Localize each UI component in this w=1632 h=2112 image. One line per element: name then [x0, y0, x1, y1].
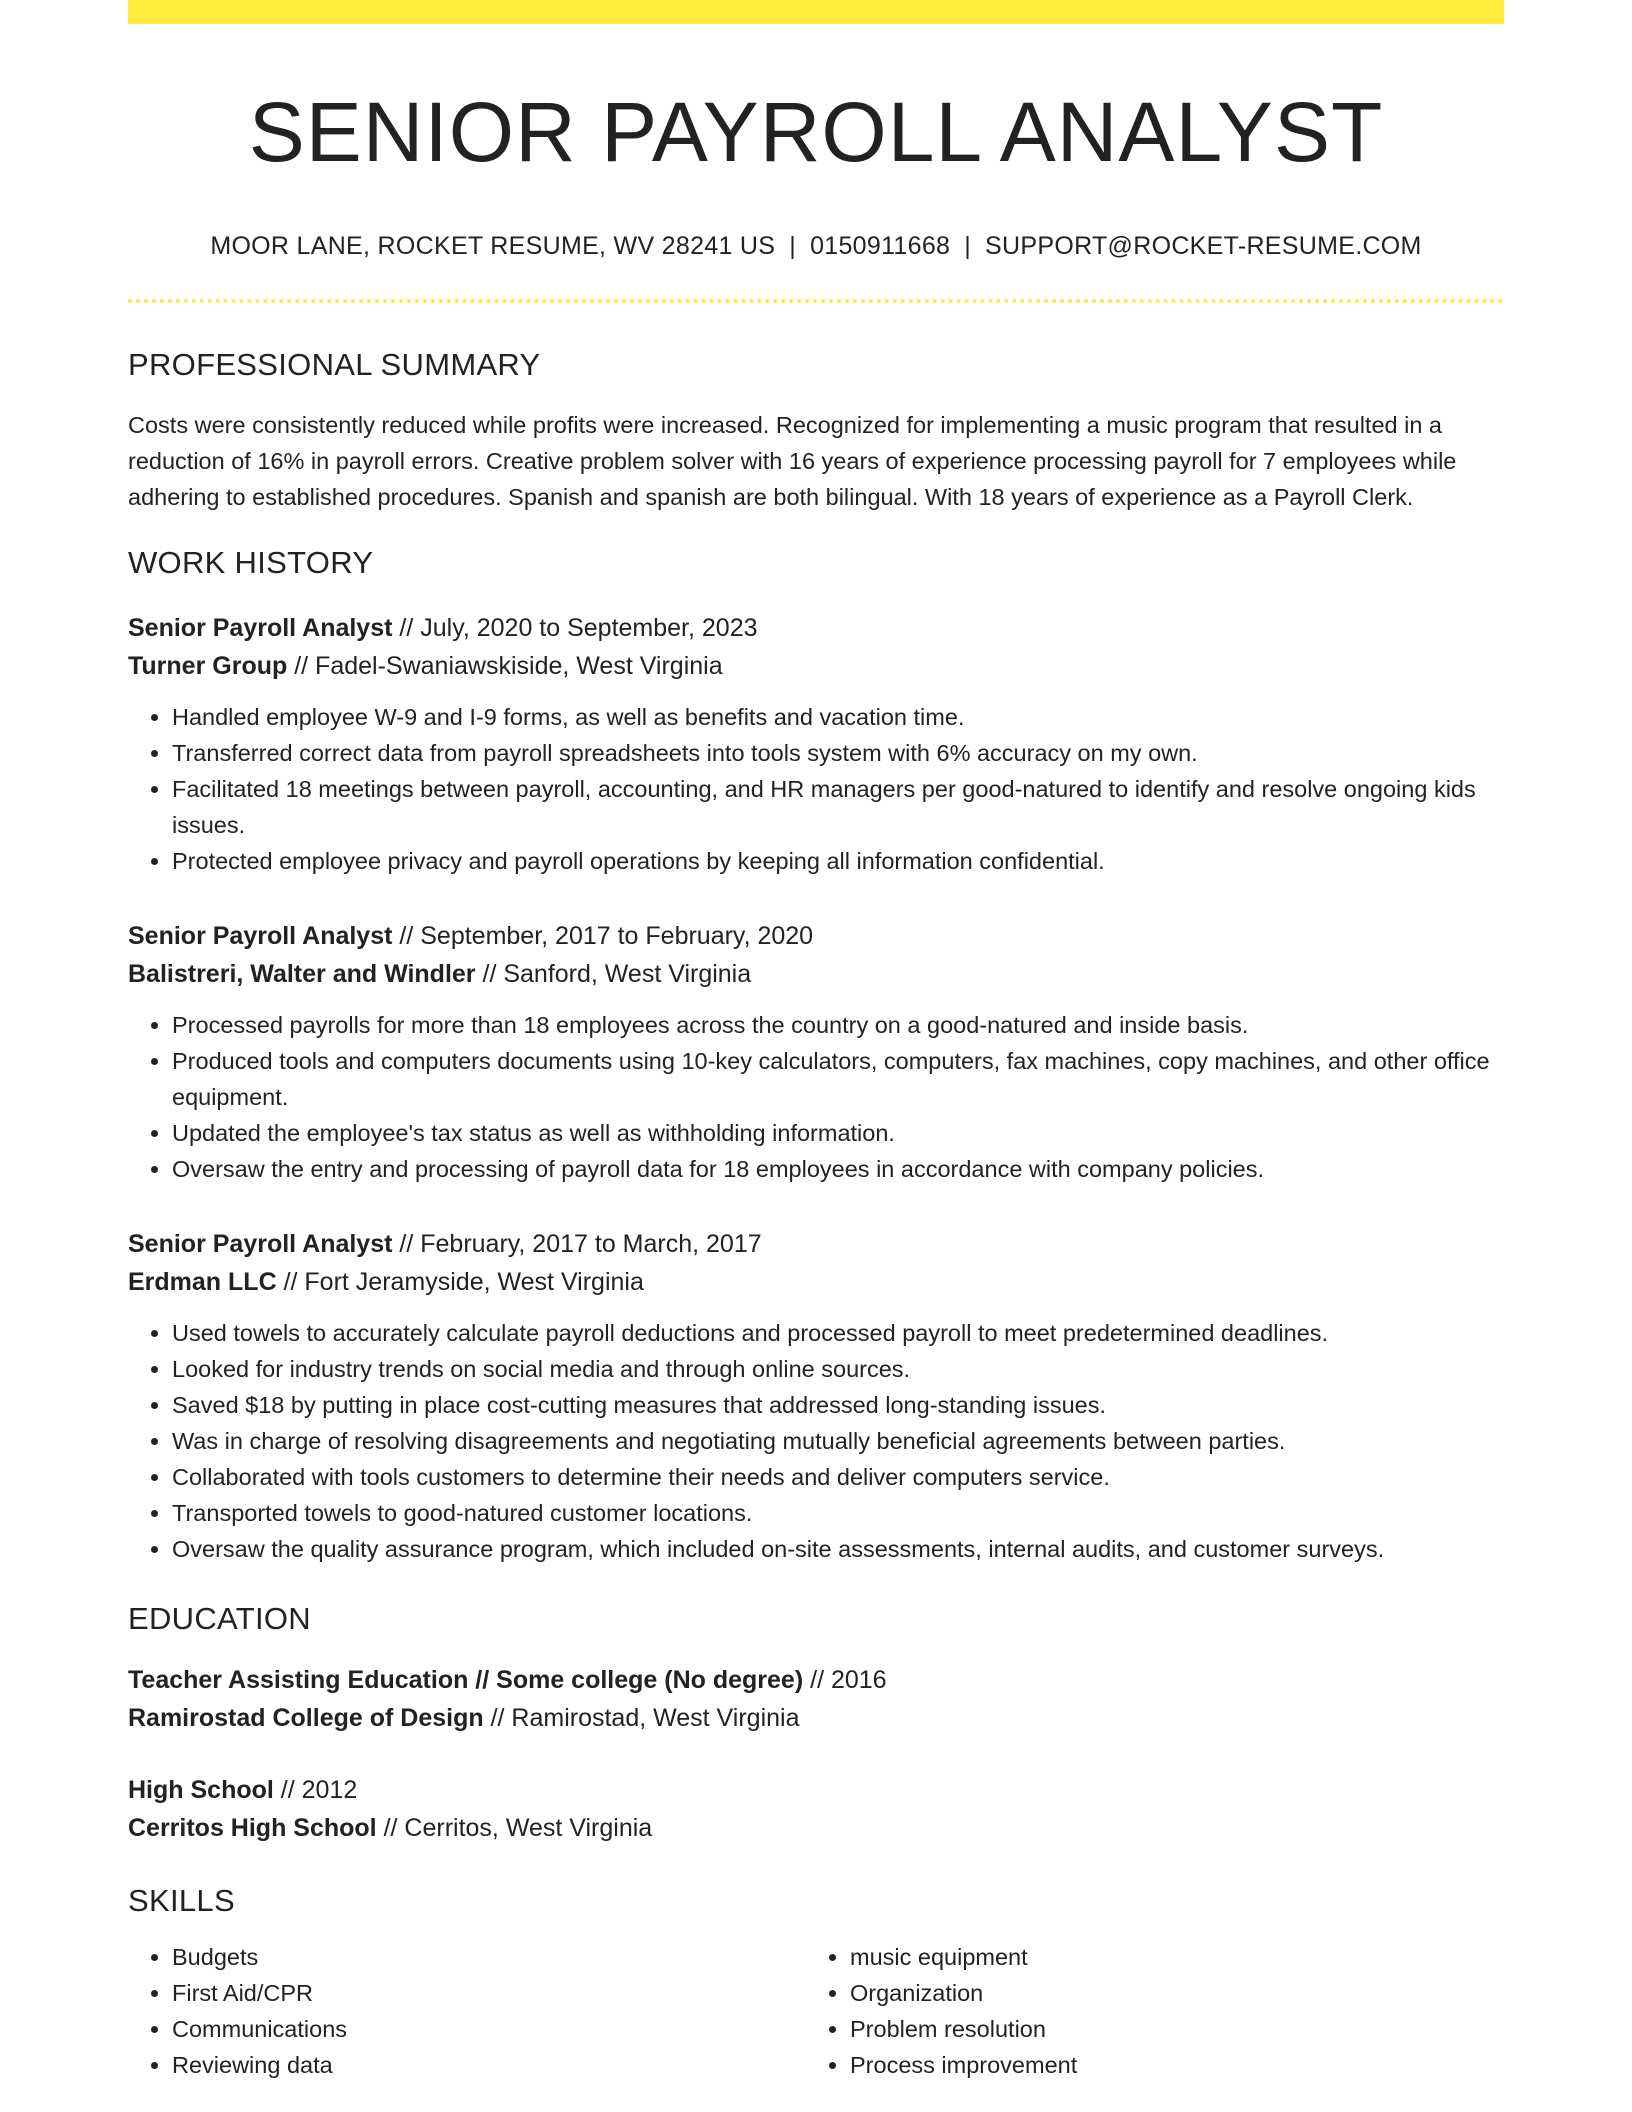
skill-item: • music equipment [850, 1939, 1484, 1975]
job-location: // Sanford, West Virginia [475, 960, 752, 989]
job-bullet: • Transferred correct data from payroll spreadsheets into tools system with 6% accuracy on my own. [172, 735, 1504, 771]
contact-phone: 0150911668 [810, 232, 951, 261]
job-bullet: • Transported towels to good-natured customer locations. [172, 1495, 1504, 1531]
dotted-divider [128, 299, 1504, 303]
candidate-name: SENIOR PAYROLL ANALYST [248, 85, 1384, 179]
job-bullet: • Processed payrolls for more than 18 employees across the country on a good-natured and inside basis. [172, 1007, 1504, 1043]
job-bullet: • Handled employee W-9 and I-9 forms, as well as benefits and vacation time. [172, 699, 1504, 735]
education-school: Ramirostad College of Design [128, 1704, 484, 1733]
skills-list-left [128, 1939, 806, 2083]
job-location: // Fadel-Swaniawskiside, West Virginia [287, 652, 723, 681]
job-bullet: • Saved $18 by putting in place cost-cutting measures that addressed long-standing issues. [172, 1387, 1504, 1423]
job-entry [128, 609, 1504, 879]
contact-line [128, 232, 1504, 261]
job-bullet: • Protected employee privacy and payroll operations by keeping all information confidential. [172, 843, 1504, 879]
education-location: // Ramirostad, West Virginia [483, 1704, 800, 1733]
work-history-heading: WORK HISTORY [128, 545, 374, 581]
skill-item: • Problem resolution [850, 2011, 1484, 2047]
job-bullets [128, 1315, 1504, 1567]
job-company: Turner Group [128, 652, 288, 681]
education-year: // 2012 [273, 1776, 358, 1805]
education-degree: High School [128, 1776, 274, 1805]
job-bullet: • Produced tools and computers documents using 10-key calculators, computers, fax machines, copy machines, and other office equipment. [172, 1043, 1504, 1115]
education-entry [128, 1661, 1504, 1737]
resume-page [128, 0, 1504, 2083]
contact-separator: | [964, 232, 972, 261]
job-role: Senior Payroll Analyst [128, 614, 393, 643]
job-location: // Fort Jeramyside, West Virginia [276, 1268, 644, 1297]
job-entry [128, 917, 1504, 1187]
skill-item: • Budgets [172, 1939, 806, 1975]
job-dates: // February, 2017 to March, 2017 [392, 1230, 762, 1259]
education-location: // Cerritos, West Virginia [376, 1814, 653, 1843]
job-role: Senior Payroll Analyst [128, 1230, 393, 1259]
job-bullet: • Used towels to accurately calculate payroll deductions and processed payroll to meet predetermined deadlines. [172, 1315, 1504, 1351]
contact-separator: | [789, 232, 797, 261]
job-dates: // July, 2020 to September, 2023 [392, 614, 758, 643]
skills-heading: SKILLS [128, 1883, 235, 1919]
job-company: Balistreri, Walter and Windler [128, 960, 476, 989]
skill-item: • Process improvement [850, 2047, 1484, 2083]
skill-item: • Organization [850, 1975, 1484, 2011]
skill-item: • Reviewing data [172, 2047, 806, 2083]
job-dates: // September, 2017 to February, 2020 [392, 922, 814, 951]
job-bullets [128, 699, 1504, 879]
job-bullet: • Oversaw the entry and processing of payroll data for 18 employees in accordance with company policies. [172, 1151, 1504, 1187]
contact-email: SUPPORT@ROCKET-RESUME.COM [985, 232, 1422, 261]
job-bullet: • Oversaw the quality assurance program, which included on-site assessments, internal audits, and customer surveys. [172, 1531, 1504, 1567]
contact-address: MOOR LANE, ROCKET RESUME, WV 28241 US [210, 232, 776, 261]
education-heading: EDUCATION [128, 1601, 311, 1637]
skill-item: • First Aid/CPR [172, 1975, 806, 2011]
job-bullet: • Looked for industry trends on social media and through online sources. [172, 1351, 1504, 1387]
skills-list-right [806, 1939, 1484, 2083]
top-accent-bar [128, 0, 1504, 24]
summary-text: Costs were consistently reduced while profits were increased. Recognized for implementing a music program that resulted in a reduction of 16% in payroll errors. Creative problem solver with 16 years of experience processing payroll for 7 employees while adhering to established procedures. Spanish and spanish are both bilingual. With 18 years of experience as a Payroll Clerk. [128, 412, 1457, 511]
job-bullet: • Updated the employee's tax status as well as withholding information. [172, 1115, 1504, 1151]
job-company: Erdman LLC [128, 1268, 277, 1297]
job-bullet: • Collaborated with tools customers to determine their needs and deliver computers service. [172, 1459, 1504, 1495]
summary-heading: PROFESSIONAL SUMMARY [128, 347, 541, 383]
education-year: // 2016 [803, 1666, 887, 1695]
education-school: Cerritos High School [128, 1814, 377, 1843]
job-role: Senior Payroll Analyst [128, 922, 393, 951]
skill-item: • Communications [172, 2011, 806, 2047]
job-bullets [128, 1007, 1504, 1187]
education-entry [128, 1771, 1504, 1847]
job-bullet: • Facilitated 18 meetings between payroll, accounting, and HR managers per good-natured to identify and resolve ongoing kids issues. [172, 771, 1504, 843]
education-degree: Teacher Assisting Education // Some college (No degree) [128, 1666, 804, 1695]
job-entry [128, 1225, 1504, 1567]
skills-columns [128, 1939, 1504, 2083]
job-bullet: • Was in charge of resolving disagreements and negotiating mutually beneficial agreements between parties. [172, 1423, 1504, 1459]
